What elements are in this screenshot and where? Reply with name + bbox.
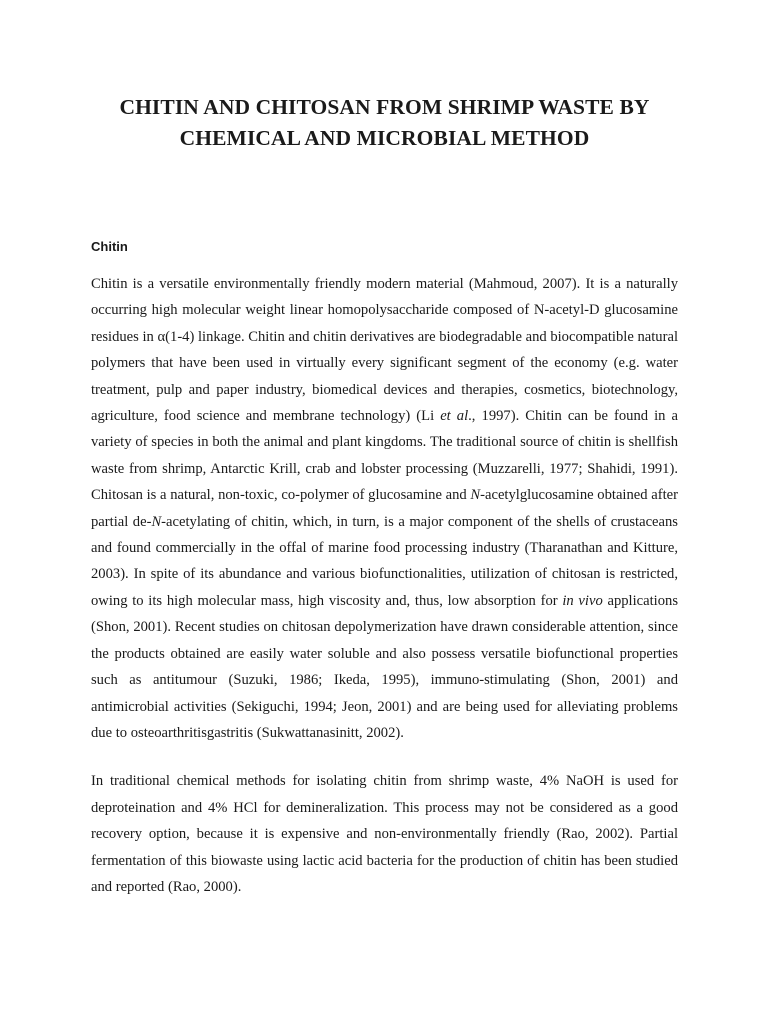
- paragraph-1-text-2: ., 1997). Chitin can be found in a variety of species in both the animal and plant kingdoms. The traditional source of chitin is shellfish waste from shrimp, Antarctic Krill, crab and lobster processing (Muzzarelli, 1977; Shahidi, 1991). Chitosan is a natural, non-toxic, co-polymer of glucosamine and: [91, 408, 678, 504]
- title-line-1: CHITIN AND CHITOSAN FROM SHRIMP WASTE BY: [119, 95, 650, 119]
- paragraph-1-italic-4: in vivo: [562, 592, 603, 609]
- document-title: [91, 92, 678, 154]
- paragraph-1-text-5: applications (Shon, 2001). Recent studies on chitosan depolymerization have drawn considerable attention, since the products obtained are easily water soluble and also possess versatile biofunctional properties such as antitumour (Suzuki, 1986; Ikeda, 1995), immuno-stimulating (Shon, 2001) and antimicrobial activities (Sekiguchi, 1994; Jeon, 2001) and are being used for alleviating problems due to osteoarthritisgastritis (Sukwattanasinitt, 2002).: [91, 592, 679, 741]
- paragraph-2: In traditional chemical methods for isolating chitin from shrimp waste, 4% NaOH is used for deproteination and 4% HCl for demineralization. This process may not be considered as a good recovery option, because it is expensive and non-environmentally friendly (Rao, 2002). Partial fermentation of this biowaste using lactic acid bacteria for the production of chitin has been studied and reported (Rao, 2000).: [91, 773, 678, 895]
- paragraph-1-text-1: Chitin is a versatile environmentally friendly modern material (Mahmoud, 2007). It is a naturally occurring high molecular weight linear homopolysaccharide composed of N-acetyl-D glucosamine residues in α(1-4) linkage. Chitin and chitin derivatives are biodegradable and biocompatible natural polymers that have been used in virtually every significant segment of the economy (e.g. water treatment, pulp and paper industry, biomedical devices and therapies, cosmetics, biotechnology, agriculture, food science and membrane technology) (Li: [91, 276, 678, 425]
- title-line-2: CHEMICAL AND MICROBIAL METHOD: [179, 126, 590, 150]
- section-heading: Chitin: [91, 239, 128, 254]
- paragraph-1-italic-3: N: [151, 513, 162, 530]
- paragraph-1-italic-2: N: [470, 487, 481, 504]
- document-page: [91, 92, 678, 900]
- paragraph-1: [91, 271, 678, 746]
- paragraph-1-italic-1: et al: [440, 408, 469, 425]
- paragraph-1-text-3: -acetylglucosamine obtained after partial de-: [91, 487, 678, 530]
- paragraph-1-text-4: -acetylating of chitin, which, in turn, is a major component of the shells of crustaceans and found commercially in the offal of marine food processing industry (Tharanathan and Kitture, 2003). In spite of its abundance and various biofunctionalities, utilization of chitosan is restricted, owing to its high molecular mass, high viscosity and, thus, low absorption for: [91, 513, 678, 609]
